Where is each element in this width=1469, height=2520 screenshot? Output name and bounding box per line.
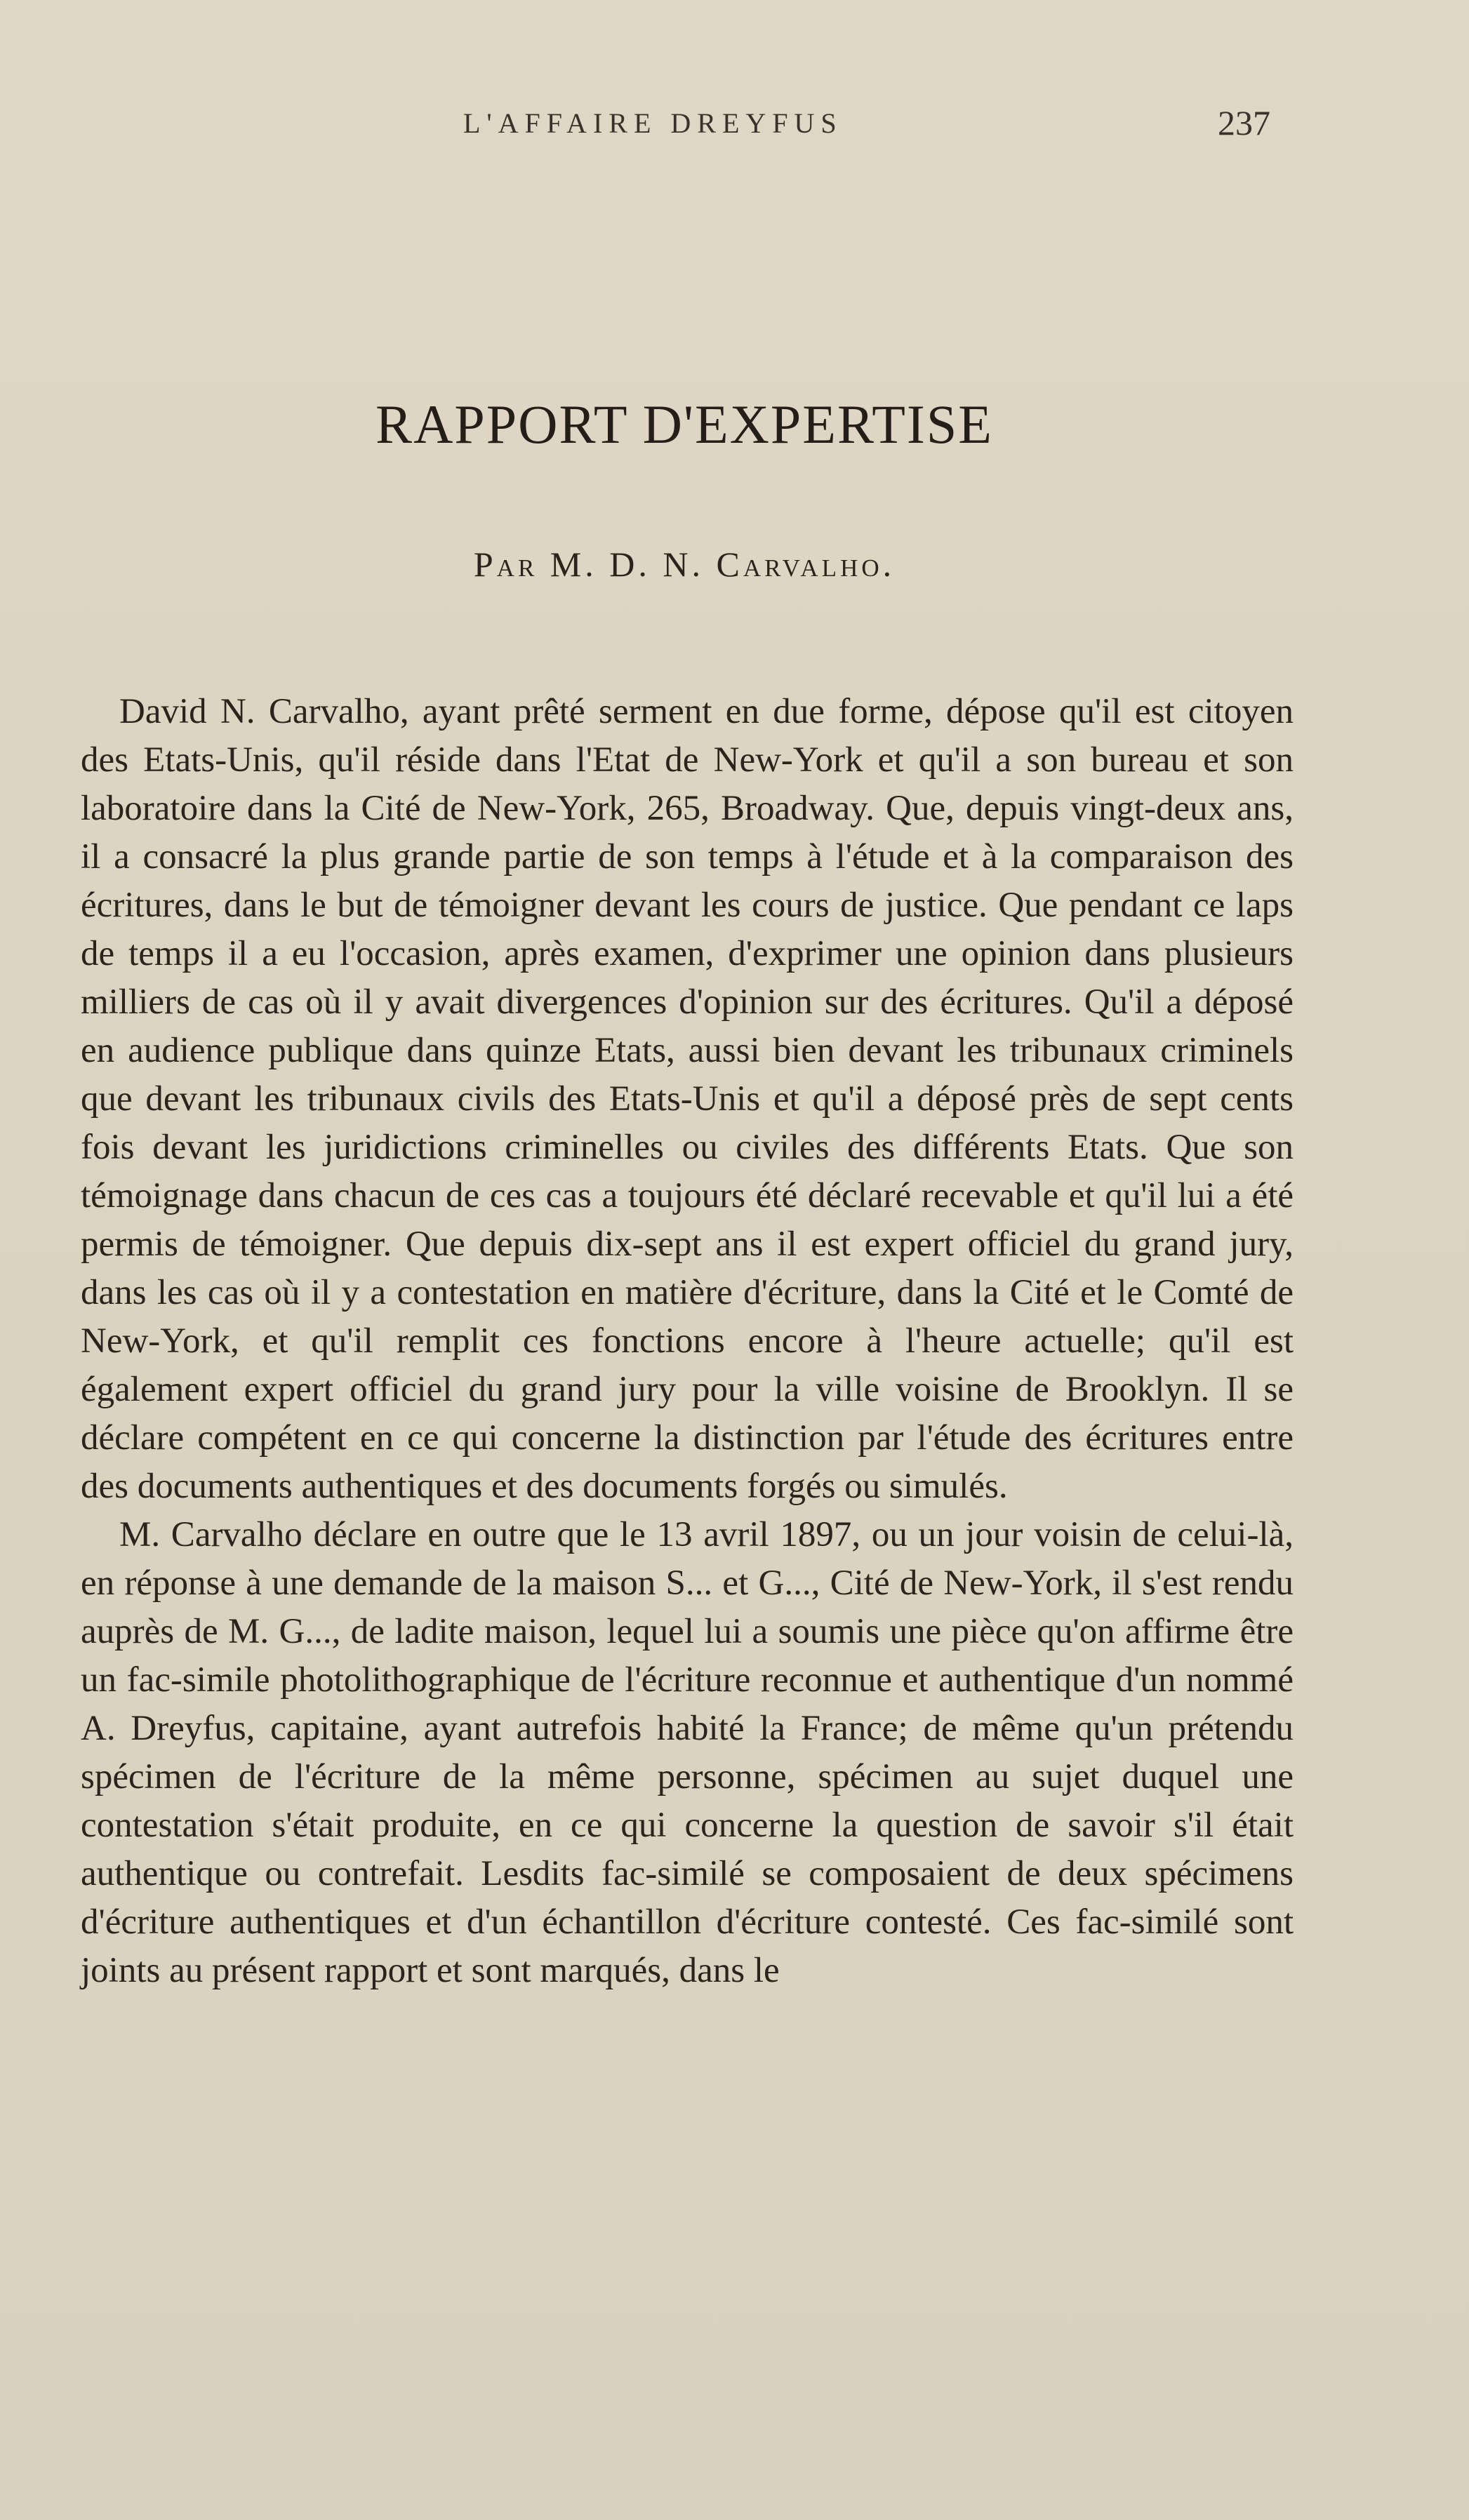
article-title: RAPPORT D'EXPERTISE <box>375 394 993 455</box>
paragraph-1: David N. Carvalho, ayant prêté serment en due forme, dépose qu'il est citoyen des Etats-Unis, qu'il réside dans l'Etat de New-York et qu'il a son bureau et son laboratoire dans la Cité de New-York, 265, Broadway. Que, depuis vingt-deux ans, il a consacré la plus grande partie de son temps à l'étude et à la comparaison des écritures, dans le but de témoigner devant les cours de justice. Que pendant ce laps de temps il a eu l'occasion, après examen, d'exprimer une opinion dans plusieurs milliers de cas où il y avait divergences d'opinion sur des écritures. Qu'il a déposé en audience publique dans quinze Etats, aussi bien devant les tribunaux criminels que devant les tribunaux civils des Etats-Unis et qu'il a déposé près de sept cents fois devant les juridictions criminelles ou civiles des différents Etats. Que son témoignage dans chacun de ces cas a toujours été déclaré recevable et qu'il lui a été permis de témoigner. Que depuis dix-sept ans il est expert officiel du grand jury, dans les cas où il y a contestation en matière d'écriture, dans la Cité et le Comté de New-York, et qu'il remplit ces fonctions encore à l'heure actuelle; qu'il est également expert officiel du grand jury pour la ville voisine de Brooklyn. Il se déclare compétent en ce qui concerne la distinction par l'étude des écritures entre des documents authentiques et des documents forgés ou simulés. <box>81 692 1294 1506</box>
running-head: L'AFFAIRE DREYFUS <box>463 107 843 139</box>
article-byline: Par M. D. N. Carvalho. <box>473 545 896 584</box>
page-number: 237 <box>1218 103 1270 142</box>
body-text <box>81 688 1294 1995</box>
paragraph-2: M. Carvalho déclare en outre que le 13 avril 1897, ou un jour voisin de celui-là, en réponse à une demande de la maison S... et G..., Cité de New-York, il s'est rendu auprès de M. G..., de ladite maison, lequel lui a soumis une pièce qu'on affirme être un fac-simile photolithographique de l'écriture reconnue et authentique d'un nommé A. Dreyfus, capitaine, ayant autrefois habité la France; de même qu'un prétendu spécimen de l'écriture de la même personne, spécimen au sujet duquel une contestation s'était produite, en ce qui concerne la question de savoir s'il était authentique ou contrefait. Lesdits fac-similé se composaient de deux spécimens d'écriture authentiques et d'un échantillon d'écriture contesté. Ces fac-similé sont joints au présent rapport et sont marqués, dans le <box>81 1515 1294 1990</box>
